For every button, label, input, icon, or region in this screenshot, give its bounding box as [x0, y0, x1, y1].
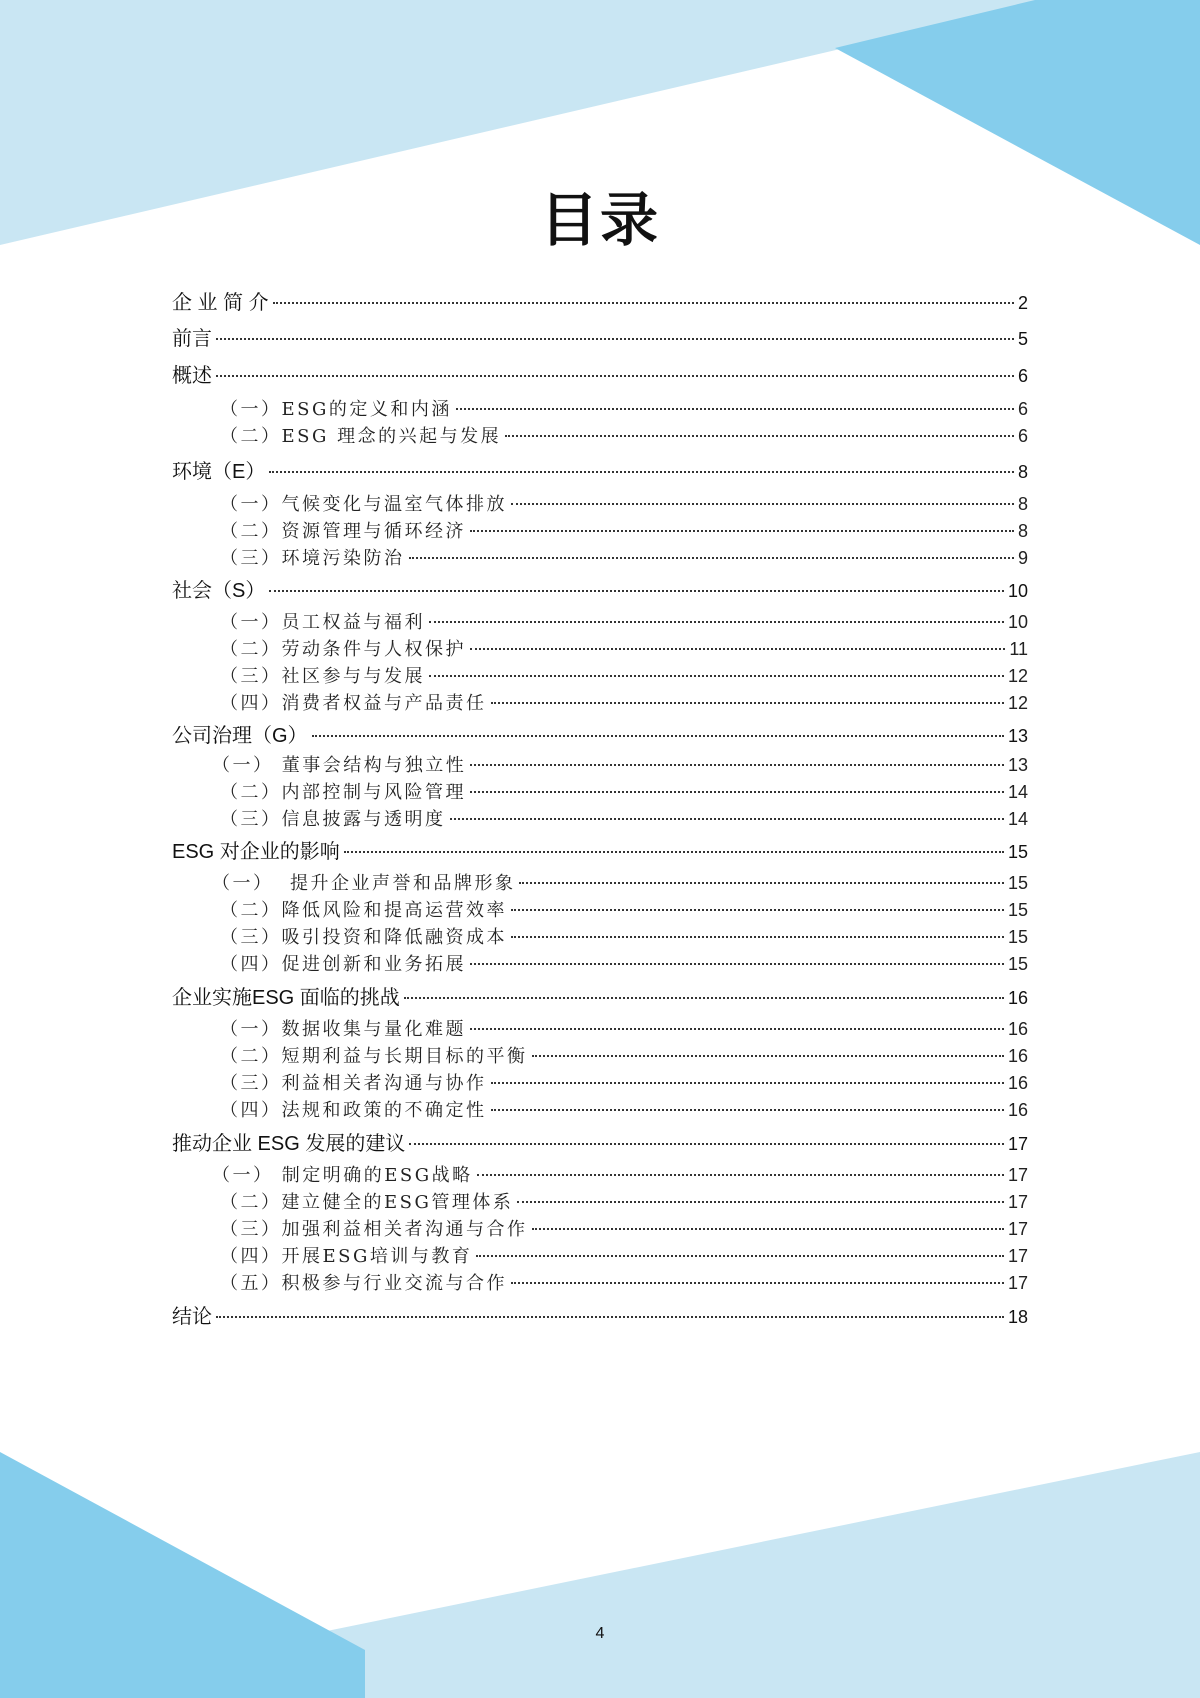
toc-entry-page: 8: [1017, 462, 1028, 482]
dot-leader: [273, 302, 1014, 304]
toc-entry-page: 11: [1009, 639, 1028, 659]
dot-leader: [450, 818, 1004, 820]
toc-subentry[interactable]: [220, 1070, 1028, 1097]
toc-entry-page: 16: [1007, 1073, 1028, 1093]
toc-entry-label: （四）法规和政策的不确定性: [220, 1100, 487, 1121]
toc-entry-label: 公司治理（G）: [172, 725, 308, 747]
dot-leader: [456, 408, 1014, 410]
dot-leader: [470, 530, 1014, 532]
toc-entry-label: （三）吸引投资和降低融资成本: [220, 927, 507, 948]
toc-entry-page: 17: [1007, 1165, 1028, 1185]
toc-entry-page: 18: [1007, 1307, 1028, 1327]
toc-entry[interactable]: [172, 326, 1028, 352]
toc-entry-label: 社会（S）: [172, 580, 266, 602]
dot-leader: [344, 851, 1004, 853]
toc-subentry[interactable]: [220, 1189, 1028, 1216]
toc-entry-page: 12: [1007, 693, 1028, 713]
toc-entry-page: 17: [1007, 1192, 1028, 1212]
toc-entry-label: （二）资源管理与循环经济: [220, 521, 466, 542]
toc-subentry[interactable]: [220, 1243, 1028, 1270]
toc-entry-label: ESG 对企业的影响: [172, 841, 340, 863]
toc-subentry[interactable]: [220, 663, 1028, 690]
toc-subentry[interactable]: [220, 636, 1028, 663]
toc-subentry[interactable]: [220, 897, 1028, 924]
dot-leader: [470, 963, 1004, 965]
toc-entry-label: （五）积极参与行业交流与合作: [220, 1273, 507, 1294]
toc-entry-label: （三）加强利益相关者沟通与合作: [220, 1219, 528, 1240]
dot-leader: [491, 702, 1004, 704]
toc-entry-page: 12: [1007, 666, 1028, 686]
toc-entry-label: （四）开展ESG培训与教育: [220, 1246, 473, 1267]
toc-entry-page: 6: [1017, 399, 1028, 419]
dot-leader: [269, 590, 1004, 592]
toc-entry-label: （二）ESG 理念的兴起与发展: [220, 426, 502, 447]
toc-entry-page: 15: [1007, 927, 1028, 947]
toc-entry[interactable]: [172, 1131, 1028, 1157]
dot-leader: [511, 1282, 1004, 1284]
page-number: 4: [595, 1625, 605, 1642]
toc-subentry[interactable]: [220, 491, 1028, 518]
toc-entry-page: 10: [1007, 581, 1028, 601]
toc-entry-label: （一）ESG的定义和内涵: [220, 399, 452, 420]
toc-entry-page: 16: [1007, 1046, 1028, 1066]
toc-entry-label: （一） 制定明确的ESG战略: [212, 1165, 473, 1186]
page-title: 目录: [539, 186, 660, 254]
dot-leader: [470, 1028, 1004, 1030]
toc-entry-page: 13: [1007, 726, 1028, 746]
toc-entry-page: 9: [1017, 548, 1028, 568]
dot-leader: [216, 375, 1014, 377]
toc-subentry[interactable]: [220, 1043, 1028, 1070]
dot-leader: [476, 1255, 1004, 1257]
toc-subentry[interactable]: [212, 870, 1028, 897]
dot-leader: [491, 1082, 1004, 1084]
toc-entry-page: 17: [1007, 1134, 1028, 1154]
toc-entry-page: 15: [1007, 873, 1028, 893]
toc-entry-label: 结论: [172, 1306, 212, 1328]
dot-leader: [404, 997, 1004, 999]
toc-subentry[interactable]: [220, 951, 1028, 978]
toc-entry-label: （二）短期利益与长期目标的平衡: [220, 1046, 528, 1067]
toc-entry-label: （二）降低风险和提高运营效率: [220, 900, 507, 921]
toc-entry-label: （一） 提升企业声誉和品牌形象: [212, 873, 516, 894]
dot-leader: [470, 648, 1005, 650]
toc-subentry[interactable]: [212, 752, 1028, 779]
toc-entry-label: 环境（E）: [172, 461, 266, 483]
toc-entry-label: （三）信息披露与透明度: [220, 809, 446, 830]
toc-subentry[interactable]: [220, 1097, 1028, 1124]
toc-entry-page: 15: [1007, 900, 1028, 920]
toc-subentry[interactable]: [220, 1216, 1028, 1243]
toc-subentry[interactable]: [220, 396, 1028, 423]
toc-entry-label: （四）消费者权益与产品责任: [220, 693, 487, 714]
dot-leader: [216, 1316, 1004, 1318]
toc-entry[interactable]: [172, 985, 1028, 1011]
dot-leader: [470, 764, 1004, 766]
toc-entry[interactable]: [172, 290, 1028, 316]
dot-leader: [532, 1228, 1004, 1230]
toc-entry-label: 前言: [172, 328, 212, 350]
dot-leader: [477, 1174, 1004, 1176]
toc-entry-label: （二）内部控制与风险管理: [220, 782, 466, 803]
toc-entry-page: 10: [1007, 612, 1028, 632]
dot-leader: [532, 1055, 1004, 1057]
dot-leader: [517, 1201, 1004, 1203]
dot-leader: [511, 936, 1004, 938]
dot-leader: [491, 1109, 1004, 1111]
toc-entry-label: （一）气候变化与温室气体排放: [220, 494, 507, 515]
toc-entry-label: （三）环境污染防治: [220, 548, 405, 569]
toc-entry-page: 13: [1007, 755, 1028, 775]
dot-leader: [429, 675, 1004, 677]
toc-entry-page: 16: [1007, 988, 1028, 1008]
toc-entry[interactable]: [172, 363, 1028, 389]
toc-subentry[interactable]: [220, 806, 1028, 833]
toc-subentry[interactable]: [220, 1016, 1028, 1043]
toc-entry-page: 17: [1007, 1219, 1028, 1239]
toc-entry-page: 14: [1007, 782, 1028, 802]
toc-subentry[interactable]: [220, 423, 1028, 450]
toc-subentry[interactable]: [220, 545, 1028, 572]
dot-leader: [269, 471, 1014, 473]
dot-leader: [409, 1143, 1004, 1145]
dot-leader: [511, 503, 1014, 505]
toc-entry-page: 8: [1017, 521, 1028, 541]
toc-entry-page: 14: [1007, 809, 1028, 829]
dot-leader: [519, 882, 1004, 884]
toc-entry[interactable]: [172, 839, 1028, 865]
toc-entry-label: （一） 董事会结构与独立性: [212, 755, 467, 776]
toc-subentry[interactable]: [220, 1270, 1028, 1297]
dot-leader: [409, 557, 1014, 559]
toc-subentry[interactable]: [212, 1162, 1028, 1189]
dot-leader: [312, 735, 1004, 737]
toc-entry-label: （三）社区参与与发展: [220, 666, 425, 687]
toc-entry-page: 5: [1017, 329, 1028, 349]
dot-leader: [429, 621, 1004, 623]
toc-entry-page: 17: [1007, 1246, 1028, 1266]
toc-entry-page: 17: [1007, 1273, 1028, 1293]
toc-entry-label: （一）数据收集与量化难题: [220, 1019, 466, 1040]
toc-entry-page: 6: [1017, 426, 1028, 446]
toc-entry-label: （二）建立健全的ESG管理体系: [220, 1192, 514, 1213]
toc-entry-page: 2: [1017, 293, 1028, 313]
toc-entry[interactable]: [172, 459, 1028, 485]
toc-entry-page: 16: [1007, 1019, 1028, 1039]
toc-subentry[interactable]: [220, 779, 1028, 806]
toc-subentry[interactable]: [220, 924, 1028, 951]
toc-entry-label: （四）促进创新和业务拓展: [220, 954, 466, 975]
toc-entry-label: 企业实施ESG 面临的挑战: [172, 987, 400, 1009]
toc-entry-label: （一）员工权益与福利: [220, 612, 425, 633]
dot-leader: [511, 909, 1004, 911]
toc-entry-label: （二）劳动条件与人权保护: [220, 639, 466, 660]
toc-entry-page: 6: [1017, 366, 1028, 386]
toc-subentry[interactable]: [220, 518, 1028, 545]
toc-entry-page: 16: [1007, 1100, 1028, 1120]
toc-entry[interactable]: [172, 723, 1028, 749]
toc-subentry[interactable]: [220, 690, 1028, 717]
dot-leader: [505, 435, 1014, 437]
toc-entry-page: 15: [1007, 842, 1028, 862]
dot-leader: [216, 338, 1014, 340]
dot-leader: [470, 791, 1004, 793]
toc-entry-label: （三）利益相关者沟通与协作: [220, 1073, 487, 1094]
toc-entry[interactable]: [172, 578, 1028, 604]
toc-entry[interactable]: [172, 1304, 1028, 1330]
toc-subentry[interactable]: [220, 609, 1028, 636]
toc-entry-label: 推动企业 ESG 发展的建议: [172, 1133, 406, 1155]
toc-entry-label: 概述: [172, 365, 212, 387]
toc-entry-page: 8: [1017, 494, 1028, 514]
toc-entry-page: 15: [1007, 954, 1028, 974]
toc-entry-label: 企 业 简 介: [172, 292, 269, 314]
